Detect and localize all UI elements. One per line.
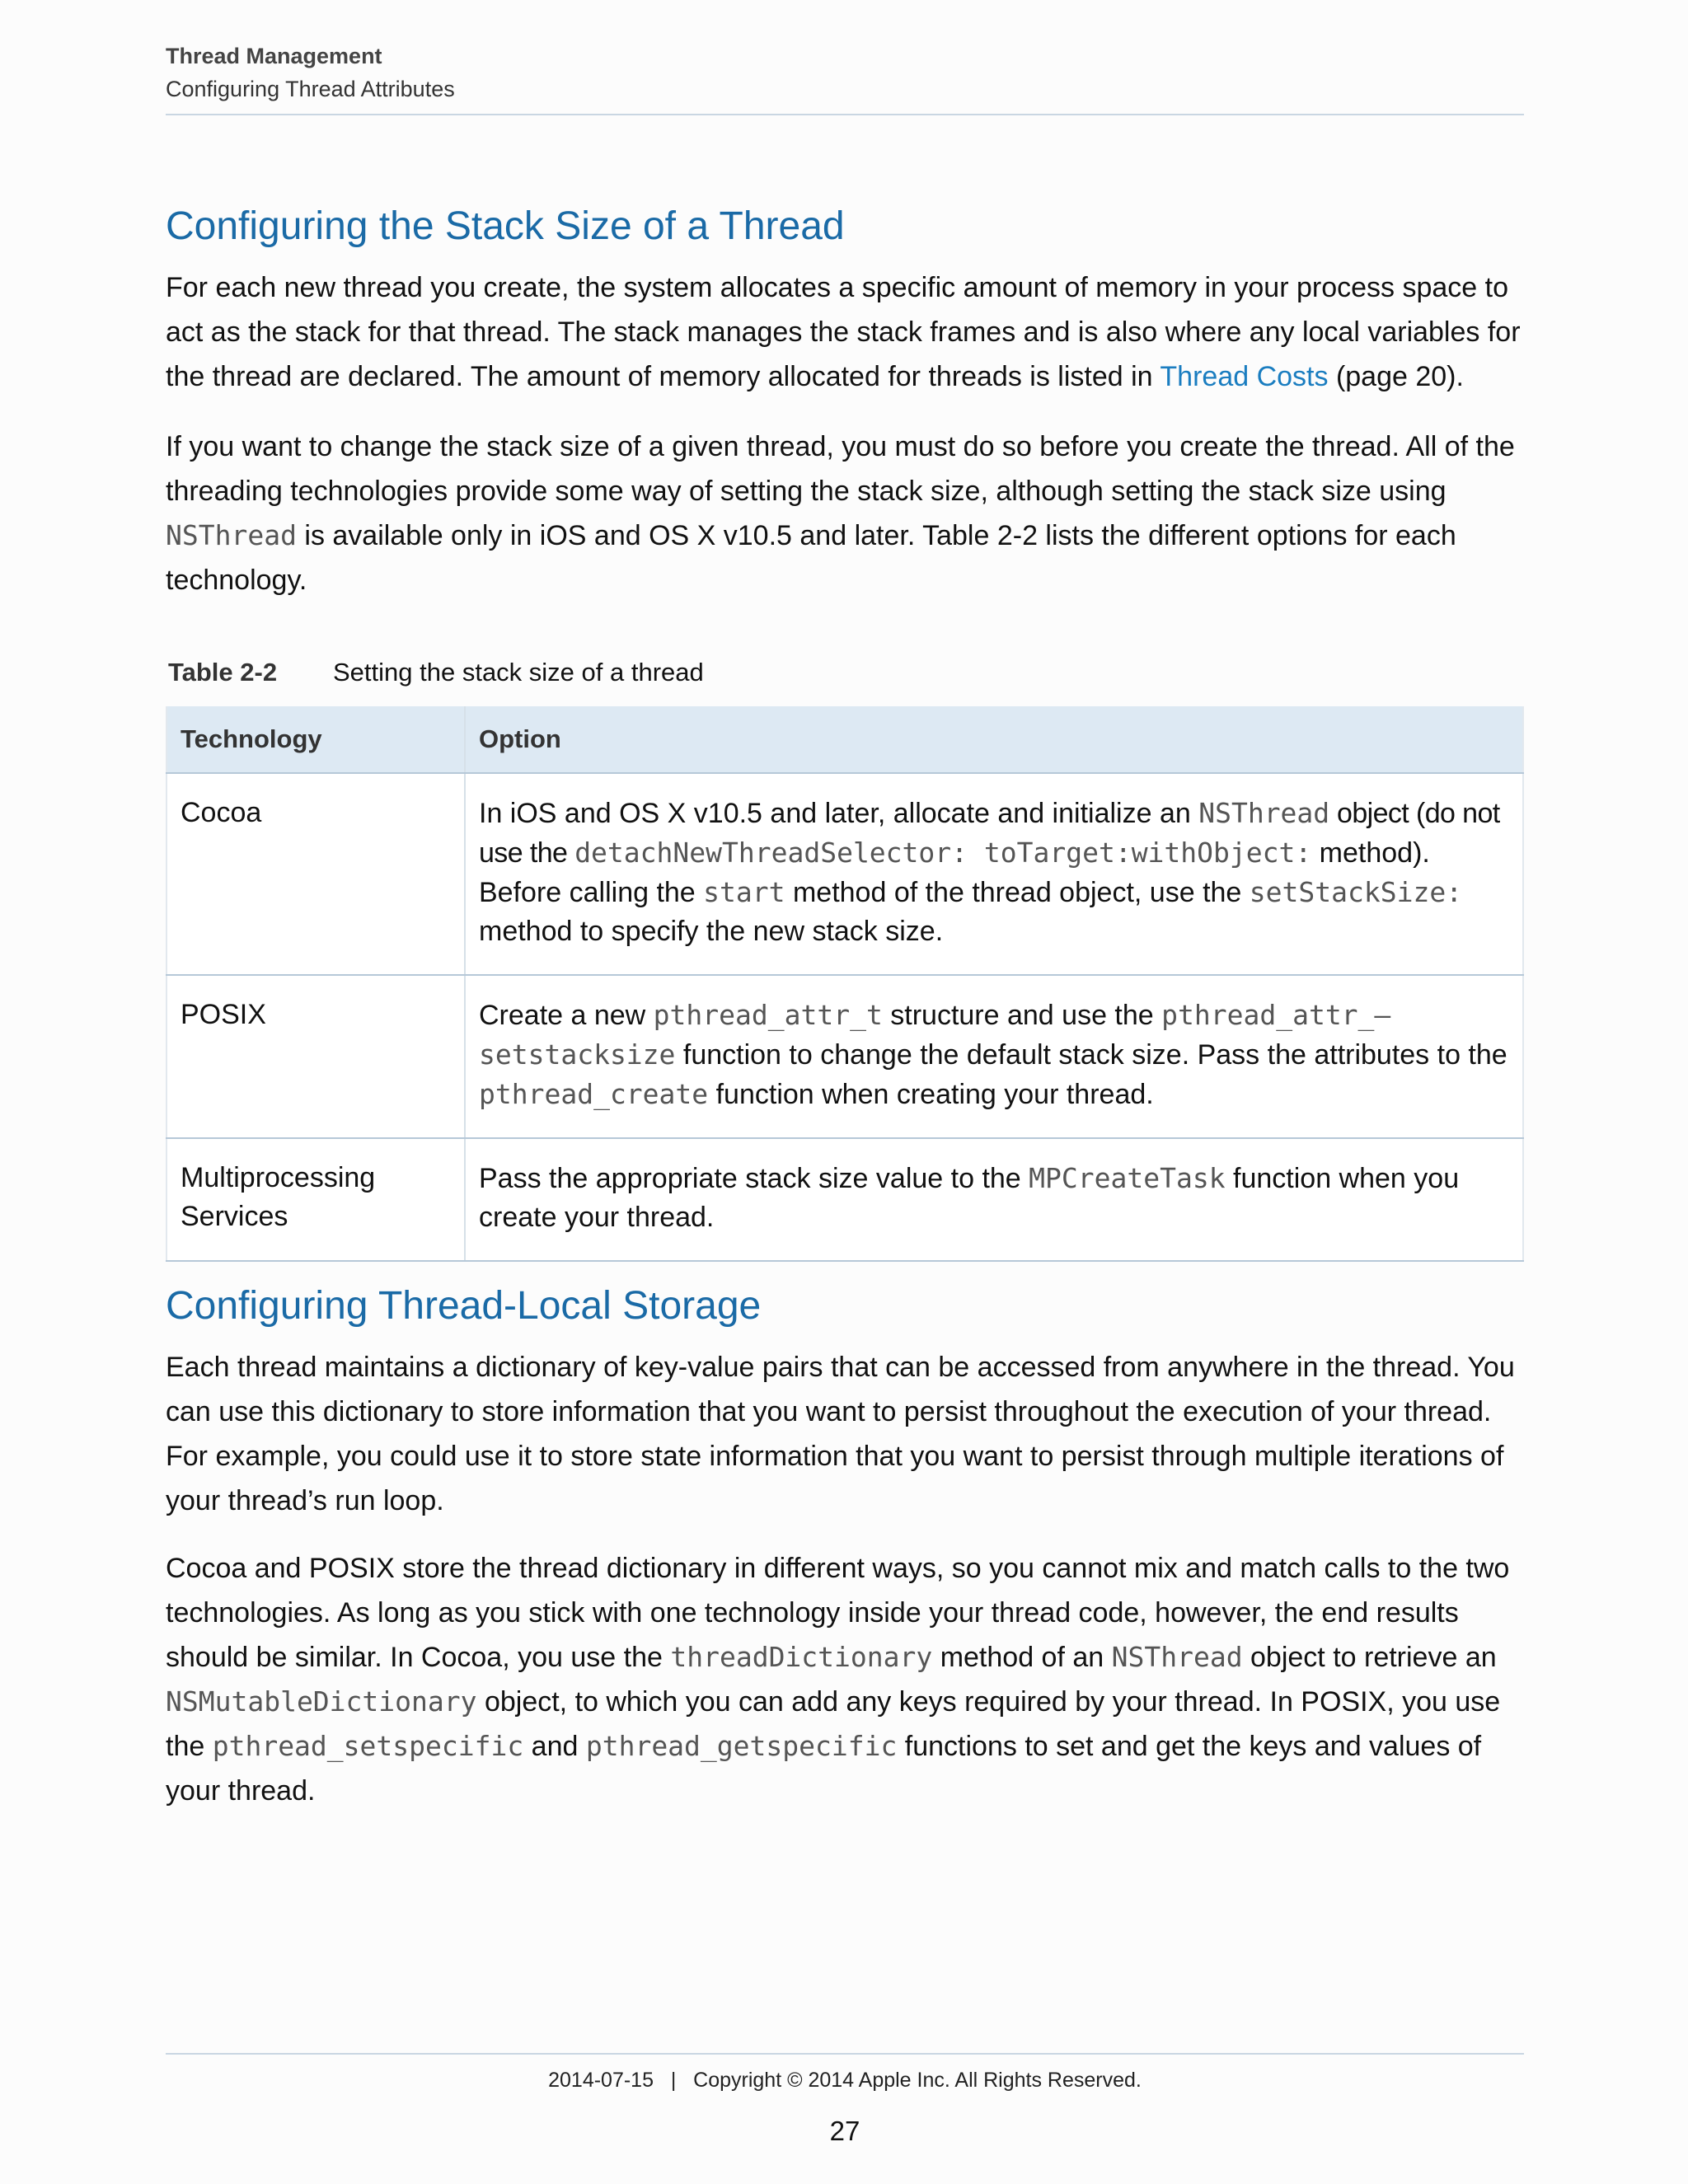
table-row bbox=[166, 1138, 1523, 1261]
running-header bbox=[166, 40, 1524, 105]
stack-size-heading: Configuring the Stack Size of a Thread bbox=[166, 204, 845, 248]
stack-size-paragraph-1: For each new thread you create, the system allocates a specific amount of memory in your process space to act as the stack for that thread. The stack manages the stack frames and is also where any local variables for the thread are declared. The amount of memory allocated for threads is listed in Thread Costs (page 20). bbox=[166, 272, 1521, 392]
cell-technology: Multiprocessing Services bbox=[166, 1138, 465, 1261]
page-number: 27 bbox=[829, 2116, 860, 2146]
footer-copyright: 2014-07-15 | Copyright © 2014 Apple Inc. All Rights Reserved. bbox=[548, 2069, 1142, 2092]
code-nsthread: NSThread bbox=[166, 519, 297, 551]
table-caption bbox=[168, 653, 1520, 692]
table-row bbox=[166, 975, 1523, 1138]
table-caption-text: Setting the stack size of a thread bbox=[333, 658, 704, 687]
header-option: Option bbox=[465, 706, 1523, 773]
thread-local-storage-heading: Configuring Thread-Local Storage bbox=[166, 1284, 762, 1328]
thread-costs-link[interactable]: Thread Costs bbox=[1160, 361, 1329, 392]
header-technology: Technology bbox=[166, 706, 465, 773]
footer-divider bbox=[166, 2053, 1524, 2055]
stack-size-table bbox=[166, 706, 1524, 1262]
table-row bbox=[166, 773, 1523, 975]
cell-option: Pass the appropriate stack size value to the MPCreateTask function when you create your thread. bbox=[465, 1138, 1523, 1261]
header-divider bbox=[166, 114, 1524, 115]
table-caption-number: Table 2-2 bbox=[168, 658, 278, 687]
cell-option: In iOS and OS X v10.5 and later, allocate and initialize an NSThread object (do not use the detachNewThreadSelector: toTarget:withObject: method). Before calling the start method of the thread object, use the setStackSize: method to specify the new stack size. bbox=[465, 773, 1523, 975]
cell-option: Create a new pthread_attr_t structure and use the pthread_attr_–setstacksize function to change the default stack size. Pass the attributes to the pthread_create function when creating your thread. bbox=[465, 975, 1523, 1138]
header-chapter: Thread Management bbox=[166, 44, 382, 68]
tls-paragraph-1: Each thread maintains a dictionary of key-value pairs that can be accessed from anywhere in the thread. You can use this dictionary to store information that you want to persist throughout the execution of your thread. For example, you could use it to store state information that you want to persist through multiple iterations of your thread’s run loop. bbox=[166, 1352, 1515, 1516]
tls-paragraph-2: Cocoa and POSIX store the thread dictionary in different ways, so you cannot mix and match calls to the two technologies. As long as you stick with one technology inside your thread code, however, the end results should be similar. In Cocoa, you use the threadDictionary method of an NSThread object to retrieve an NSMutableDictionary object, to which you can add any keys required by your thread. In POSIX, you use the pthread_setspecific and pthread_getspecific functions to set and get the keys and values of your thread. bbox=[166, 1553, 1510, 1807]
cell-technology: Cocoa bbox=[166, 773, 465, 975]
stack-size-paragraph-2: If you want to change the stack size of a given thread, you must do so before you create the thread. All of the threading technologies provide some way of setting the stack size, although setting the stack size using NSThread is available only in iOS and OS X v10.5 and later. Table 2-2 lists the different options for each technology. bbox=[166, 431, 1515, 596]
cell-technology: POSIX bbox=[166, 975, 465, 1138]
header-section: Configuring Thread Attributes bbox=[166, 77, 455, 101]
table-header-row bbox=[166, 706, 1523, 773]
